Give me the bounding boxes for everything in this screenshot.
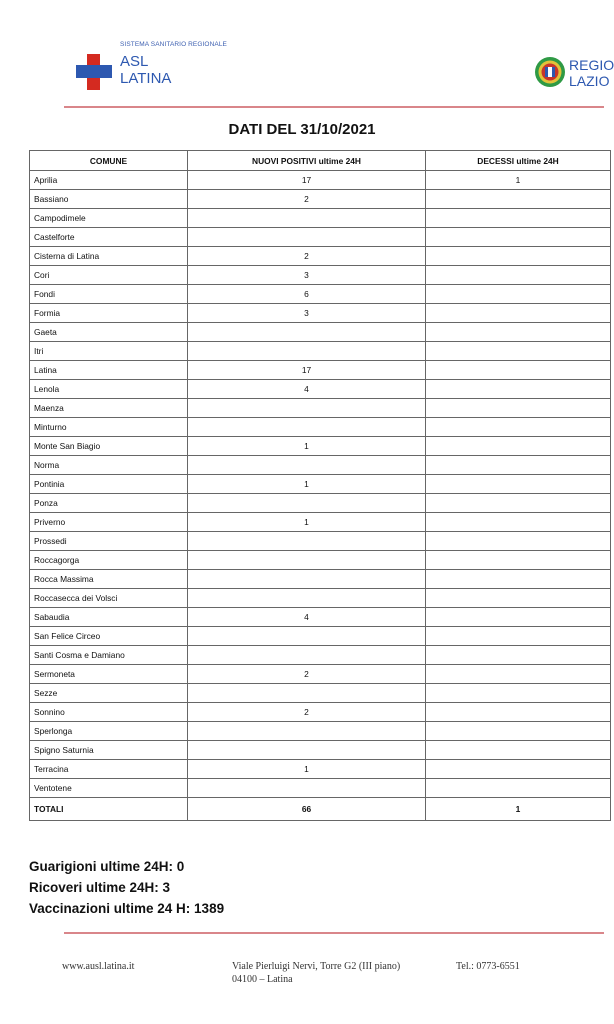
regione-lazio-logo [534, 54, 614, 94]
cell-comune: Roccagorga [30, 551, 188, 570]
cell-decessi [426, 323, 611, 342]
cell-comune: Itri [30, 342, 188, 361]
cell-comune: Ventotene [30, 779, 188, 798]
cell-positivi: 2 [188, 247, 426, 266]
cell-comune: Bassiano [30, 190, 188, 209]
cell-comune: Latina [30, 361, 188, 380]
cell-positivi: 17 [188, 361, 426, 380]
cases-table [29, 150, 611, 821]
cell-comune: Roccasecca dei Volsci [30, 589, 188, 608]
totals-row [30, 798, 611, 821]
cell-comune: San Felice Circeo [30, 627, 188, 646]
table-row [30, 646, 611, 665]
cell-comune: Sperlonga [30, 722, 188, 741]
cell-comune: Maenza [30, 399, 188, 418]
cell-decessi: 1 [426, 171, 611, 190]
cell-comune: Norma [30, 456, 188, 475]
table-row [30, 741, 611, 760]
cell-positivi [188, 627, 426, 646]
table-row [30, 779, 611, 798]
cell-comune: Prossedi [30, 532, 188, 551]
cell-comune: Pontinia [30, 475, 188, 494]
cell-decessi [426, 627, 611, 646]
table-row [30, 532, 611, 551]
table-row [30, 380, 611, 399]
table-row [30, 228, 611, 247]
cell-decessi [426, 228, 611, 247]
cell-positivi [188, 323, 426, 342]
cell-comune: Formia [30, 304, 188, 323]
column-header-comune: COMUNE [30, 151, 188, 171]
cell-decessi [426, 266, 611, 285]
footer-address-line2: 04100 – Latina [232, 974, 293, 985]
cell-decessi [426, 304, 611, 323]
table-header-row [30, 151, 611, 171]
table-row [30, 684, 611, 703]
cell-positivi [188, 570, 426, 589]
cell-comune: Sonnino [30, 703, 188, 722]
cell-comune: Terracina [30, 760, 188, 779]
cell-positivi: 4 [188, 608, 426, 627]
cell-decessi [426, 684, 611, 703]
table-row [30, 171, 611, 190]
cell-decessi [426, 703, 611, 722]
cell-positivi: 2 [188, 665, 426, 684]
cell-decessi [426, 551, 611, 570]
cell-decessi [426, 779, 611, 798]
asl-sub-label: LATINA [120, 70, 172, 87]
cell-comune: Sabaudia [30, 608, 188, 627]
cell-decessi [426, 532, 611, 551]
totals-positivi: 66 [188, 798, 426, 821]
cell-decessi [426, 247, 611, 266]
table-row [30, 323, 611, 342]
table-row [30, 551, 611, 570]
totals-label: TOTALI [30, 798, 188, 821]
cell-decessi [426, 513, 611, 532]
cell-comune: Monte San Biagio [30, 437, 188, 456]
cell-decessi [426, 342, 611, 361]
region-name-line1: REGIO [569, 57, 614, 73]
table-row [30, 247, 611, 266]
cell-positivi [188, 399, 426, 418]
cell-comune: Castelforte [30, 228, 188, 247]
document-title: DATI DEL 31/10/2021 [228, 121, 376, 138]
cell-decessi [426, 570, 611, 589]
summary-vaccinazioni: Vaccinazioni ultime 24 H: 1389 [29, 901, 225, 916]
cell-comune: Spigno Saturnia [30, 741, 188, 760]
cell-comune: Santi Cosma e Damiano [30, 646, 188, 665]
cell-decessi [426, 608, 611, 627]
cell-decessi [426, 437, 611, 456]
table-row [30, 608, 611, 627]
table-row [30, 475, 611, 494]
asl-name-label: ASL [120, 53, 149, 70]
footer-address [232, 960, 400, 986]
cell-positivi [188, 684, 426, 703]
table-row [30, 209, 611, 228]
cell-decessi [426, 361, 611, 380]
cell-positivi [188, 532, 426, 551]
totals-decessi: 1 [426, 798, 611, 821]
table-row [30, 760, 611, 779]
cell-positivi: 17 [188, 171, 426, 190]
table-row [30, 399, 611, 418]
footer-phone: Tel.: 0773-6551 [456, 961, 520, 972]
cell-comune: Priverno [30, 513, 188, 532]
table-row [30, 361, 611, 380]
cell-comune: Lenola [30, 380, 188, 399]
footer-divider [64, 932, 604, 934]
cell-decessi [426, 190, 611, 209]
cell-decessi [426, 285, 611, 304]
cell-positivi [188, 741, 426, 760]
cell-comune: Minturno [30, 418, 188, 437]
cell-positivi [188, 209, 426, 228]
daily-summary [29, 856, 224, 919]
table-row [30, 418, 611, 437]
cell-positivi [188, 494, 426, 513]
cell-comune: Gaeta [30, 323, 188, 342]
table-row [30, 266, 611, 285]
regione-lazio-emblem-icon [534, 56, 566, 88]
cell-decessi [426, 589, 611, 608]
cell-positivi [188, 418, 426, 437]
cell-positivi: 1 [188, 760, 426, 779]
cell-positivi [188, 779, 426, 798]
table-row [30, 627, 611, 646]
footer-website: www.ausl.latina.it [62, 961, 135, 972]
table-row [30, 342, 611, 361]
summary-guarigioni: Guarigioni ultime 24H: 0 [29, 859, 185, 874]
asl-cross-icon [76, 54, 112, 90]
cell-positivi: 3 [188, 304, 426, 323]
cell-decessi [426, 456, 611, 475]
cell-positivi: 1 [188, 437, 426, 456]
region-name-line2: LAZIO [569, 73, 610, 89]
table-row [30, 285, 611, 304]
asl-system-label: SISTEMA SANITARIO REGIONALE [120, 41, 227, 48]
cell-decessi [426, 418, 611, 437]
cell-decessi [426, 494, 611, 513]
cell-positivi: 4 [188, 380, 426, 399]
cell-decessi [426, 665, 611, 684]
cell-positivi [188, 551, 426, 570]
cell-decessi [426, 399, 611, 418]
cell-comune: Ponza [30, 494, 188, 513]
cell-comune: Sermoneta [30, 665, 188, 684]
cell-comune: Cisterna di Latina [30, 247, 188, 266]
cell-decessi [426, 646, 611, 665]
table-row [30, 570, 611, 589]
column-header-decessi: DECESSI ultime 24H [426, 151, 611, 171]
footer-address-line1: Viale Pierluigi Nervi, Torre G2 (III piano) [232, 961, 401, 972]
cell-comune: Fondi [30, 285, 188, 304]
cell-comune: Aprilia [30, 171, 188, 190]
table-row [30, 513, 611, 532]
header-divider [64, 106, 604, 108]
column-header-positivi: NUOVI POSITIVI ultime 24H [188, 151, 426, 171]
cell-decessi [426, 475, 611, 494]
table-row [30, 190, 611, 209]
cell-comune: Cori [30, 266, 188, 285]
cell-decessi [426, 380, 611, 399]
table-row [30, 456, 611, 475]
cell-positivi: 6 [188, 285, 426, 304]
table-row [30, 665, 611, 684]
table-row [30, 304, 611, 323]
asl-latina-logo [76, 40, 256, 100]
table-row [30, 437, 611, 456]
table-row [30, 494, 611, 513]
table-row [30, 589, 611, 608]
cell-positivi: 2 [188, 190, 426, 209]
cell-positivi: 2 [188, 703, 426, 722]
cell-positivi: 1 [188, 513, 426, 532]
cell-positivi: 1 [188, 475, 426, 494]
cell-positivi [188, 722, 426, 741]
cell-positivi [188, 342, 426, 361]
cell-comune: Campodimele [30, 209, 188, 228]
table-row [30, 722, 611, 741]
cell-positivi [188, 646, 426, 665]
cell-positivi [188, 456, 426, 475]
cell-positivi [188, 228, 426, 247]
cell-comune: Sezze [30, 684, 188, 703]
cell-decessi [426, 741, 611, 760]
cell-positivi [188, 589, 426, 608]
cell-comune: Rocca Massima [30, 570, 188, 589]
cell-positivi: 3 [188, 266, 426, 285]
summary-ricoveri: Ricoveri ultime 24H: 3 [29, 880, 171, 895]
table-row [30, 703, 611, 722]
cell-decessi [426, 209, 611, 228]
cell-decessi [426, 722, 611, 741]
cell-decessi [426, 760, 611, 779]
